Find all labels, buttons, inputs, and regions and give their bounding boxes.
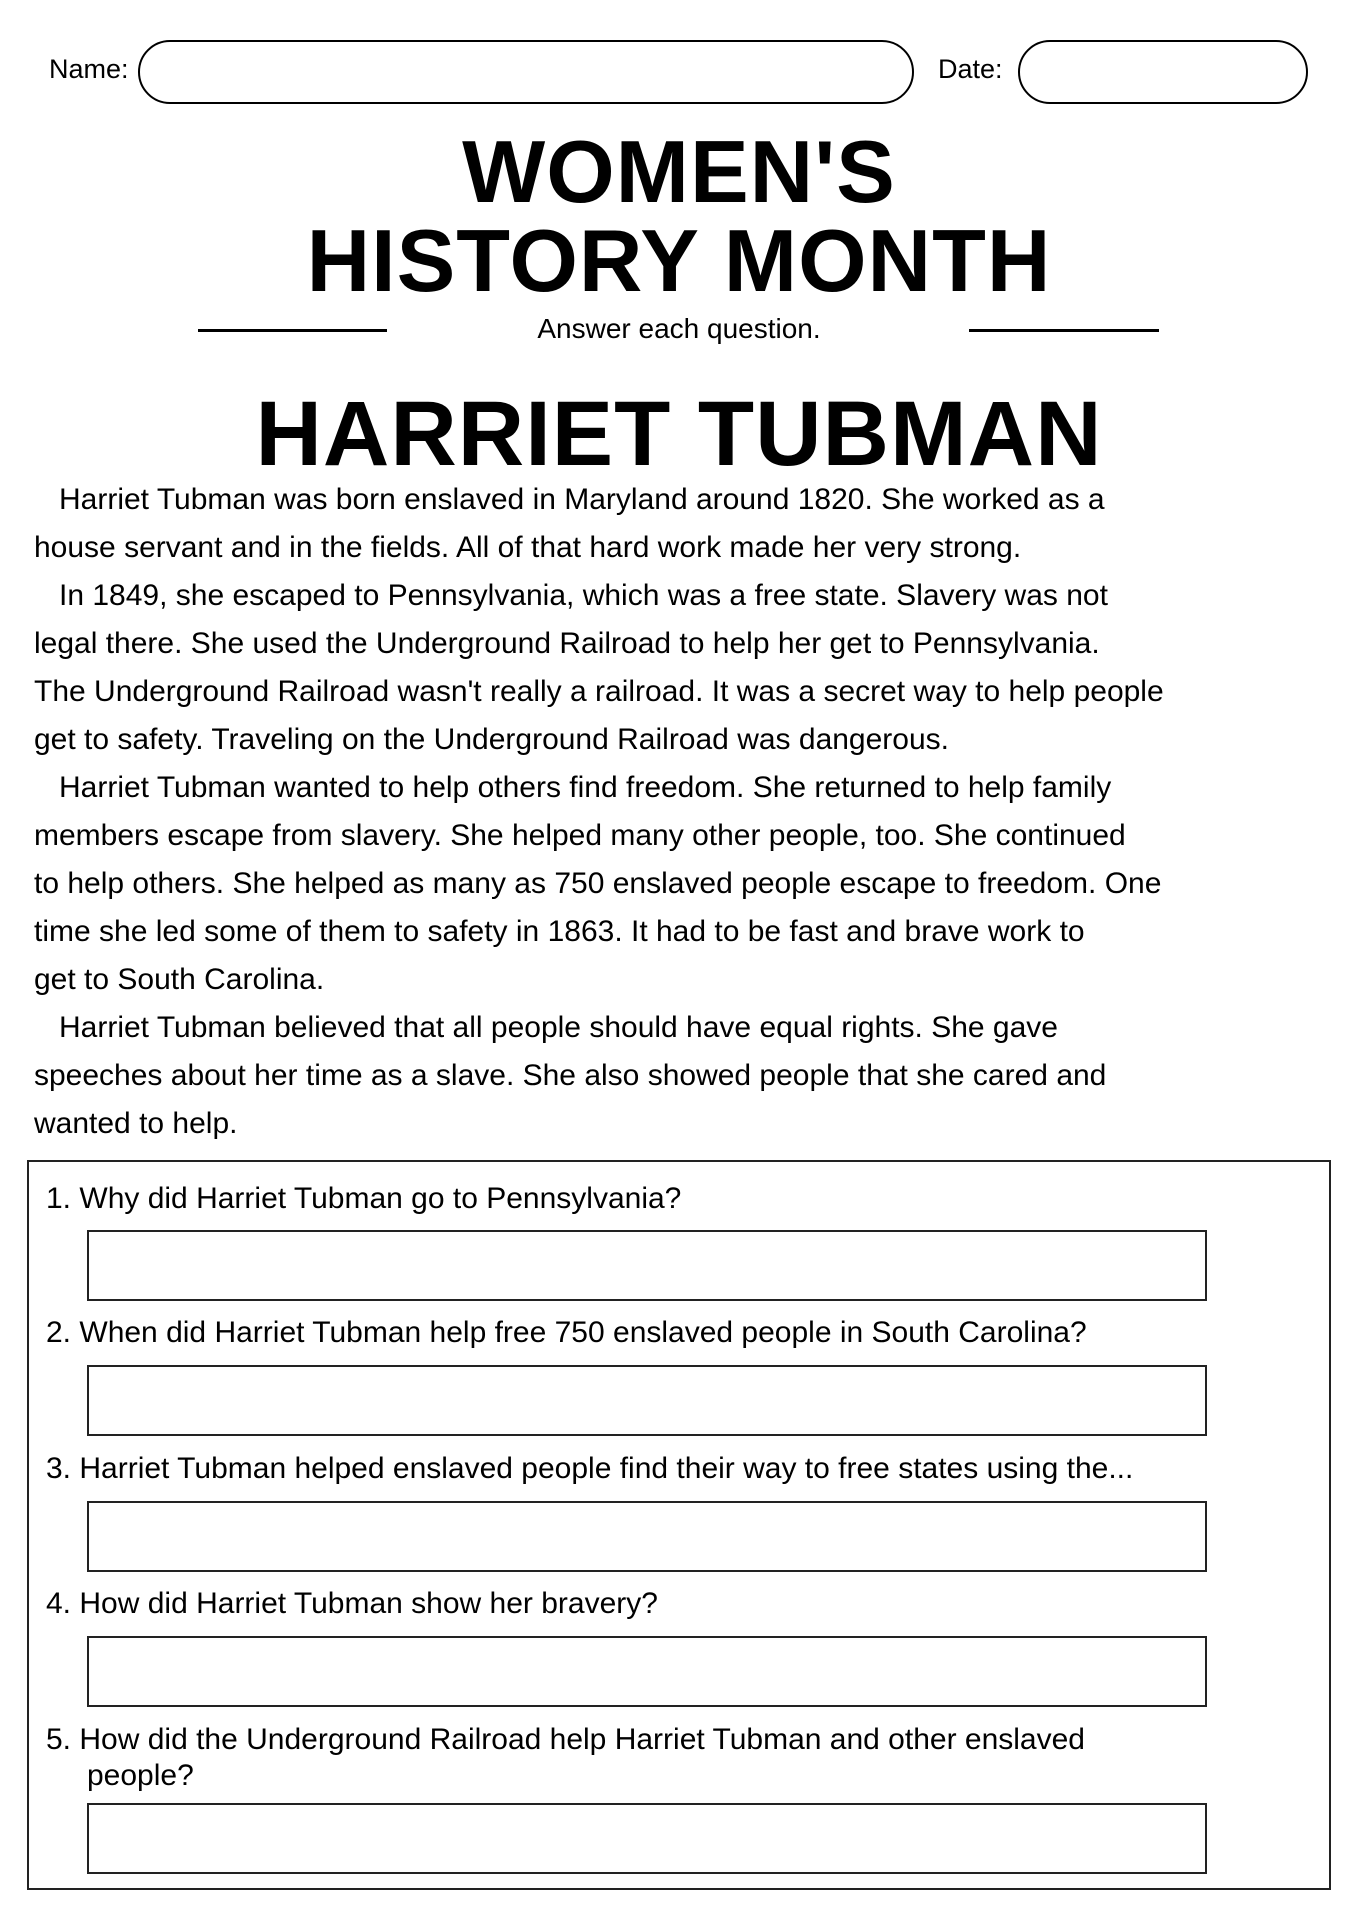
question-4 xyxy=(46,1586,658,1622)
passage-line: get to South Carolina. xyxy=(34,963,325,996)
answer-box-5[interactable] xyxy=(87,1803,1207,1874)
question-text: How did Harriet Tubman show her bravery? xyxy=(79,1587,658,1620)
title-line-1: WOMEN'S xyxy=(462,122,896,221)
subject-title: HARRIET TUBMAN xyxy=(255,383,1103,485)
passage-line: In 1849, she escaped to Pennsylvania, which was a free state. Slavery was not xyxy=(34,579,1108,612)
name-field[interactable] xyxy=(138,40,914,104)
question-3 xyxy=(46,1451,1133,1487)
question-number: 4. xyxy=(46,1587,72,1620)
passage-line: get to safety. Traveling on the Underground Railroad was dangerous. xyxy=(34,723,949,756)
answer-box-1[interactable] xyxy=(87,1230,1207,1301)
answer-box-2[interactable] xyxy=(87,1365,1207,1436)
question-number: 1. xyxy=(46,1182,72,1215)
answer-box-3[interactable] xyxy=(87,1501,1207,1572)
passage-line: members escape from slavery. She helped many other people, too. She continued xyxy=(34,819,1126,852)
passage-line: Harriet Tubman wanted to help others find freedom. She returned to help family xyxy=(34,771,1112,804)
question-number: 3. xyxy=(46,1452,72,1485)
question-text: When did Harriet Tubman help free 750 enslaved people in South Carolina? xyxy=(79,1316,1087,1349)
question-text: Why did Harriet Tubman go to Pennsylvania? xyxy=(79,1182,682,1215)
date-field[interactable] xyxy=(1018,40,1308,104)
title-line-2: HISTORY MONTH xyxy=(306,211,1052,310)
question-number: 2. xyxy=(46,1316,72,1349)
passage-line: speeches about her time as a slave. She also showed people that she cared and xyxy=(34,1059,1107,1092)
divider-right xyxy=(969,329,1159,332)
passage-line: The Underground Railroad wasn't really a railroad. It was a secret way to help people xyxy=(34,675,1164,708)
question-1 xyxy=(46,1181,681,1217)
passage-line: to help others. She helped as many as 750 enslaved people escape to freedom. One xyxy=(34,867,1162,900)
question-text: How did the Underground Railroad help Harriet Tubman and other enslaved xyxy=(79,1723,1085,1756)
question-text: Harriet Tubman helped enslaved people find their way to free states using the... xyxy=(79,1452,1134,1485)
passage-line: Harriet Tubman believed that all people should have equal rights. She gave xyxy=(34,1011,1058,1044)
instructions: Answer each question. xyxy=(537,313,821,344)
answer-box-4[interactable] xyxy=(87,1636,1207,1707)
question-number: 5. xyxy=(46,1723,72,1756)
passage-line: time she led some of them to safety in 1863. It had to be fast and brave work to xyxy=(34,915,1085,948)
passage-line: Harriet Tubman was born enslaved in Maryland around 1820. She worked as a xyxy=(34,483,1105,516)
question-5 xyxy=(46,1722,1085,1758)
passage-line: house servant and in the fields. All of that hard work made her very strong. xyxy=(34,531,1022,564)
question-5-continued: people? xyxy=(87,1759,194,1792)
question-2 xyxy=(46,1315,1087,1351)
date-label: Date: xyxy=(938,54,1003,84)
passage-line: wanted to help. xyxy=(34,1107,238,1140)
passage-line: legal there. She used the Underground Railroad to help her get to Pennsylvania. xyxy=(34,627,1100,660)
name-label: Name: xyxy=(49,54,129,84)
